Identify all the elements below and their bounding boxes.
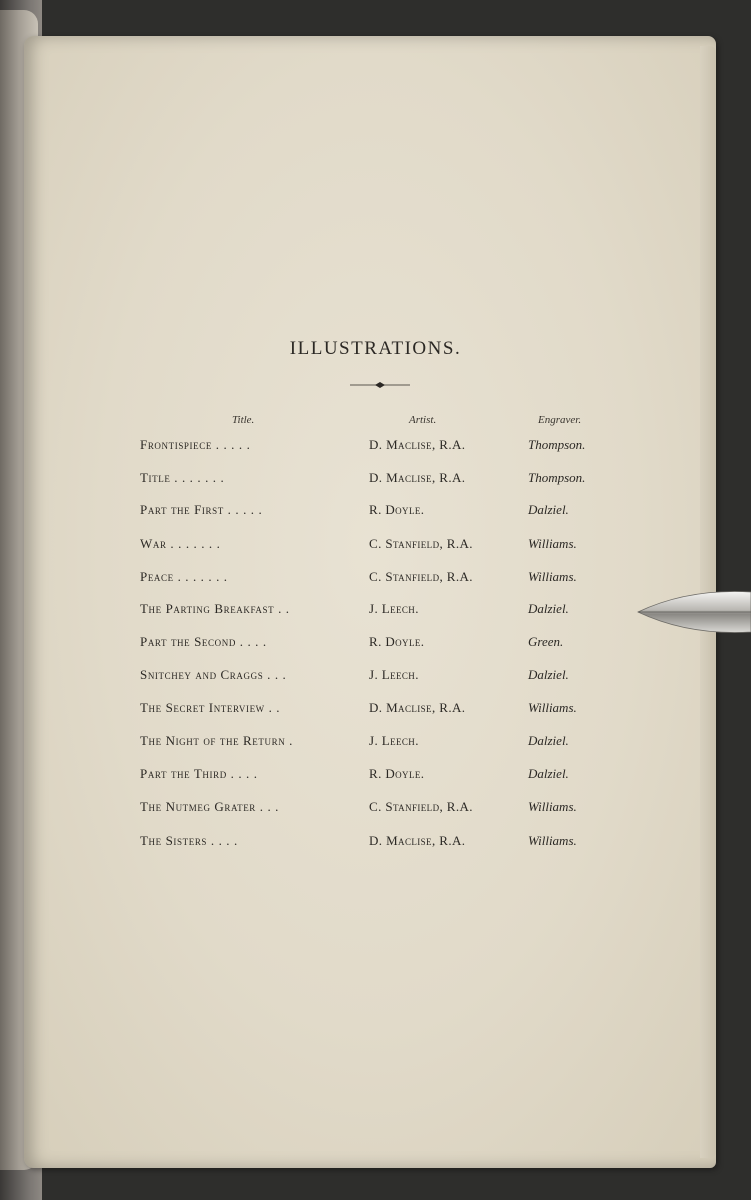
list-item (0, 700, 751, 720)
list-item (0, 536, 751, 556)
item-artist: D. Maclise, R.A. (369, 437, 466, 452)
item-engraver: Dalziel. (528, 667, 569, 682)
item-engraver: Williams. (528, 569, 577, 584)
item-artist: D. Maclise, R.A. (369, 470, 466, 485)
list-item (0, 437, 751, 457)
item-artist: J. Leech. (369, 667, 419, 682)
list-item (0, 502, 751, 522)
page-heading: ILLUSTRATIONS. (289, 338, 462, 359)
list-item (0, 766, 751, 786)
item-artist: R. Doyle. (369, 766, 425, 781)
column-header-title: Title. (232, 414, 255, 426)
list-item (0, 667, 751, 687)
column-header-artist: Artist. (409, 414, 437, 426)
list-item (0, 733, 751, 753)
item-title: The Secret Interview . . (140, 700, 281, 715)
item-title: Peace . . . . . . . (140, 569, 228, 584)
item-engraver: Williams. (528, 536, 577, 551)
item-artist: D. Maclise, R.A. (369, 700, 466, 715)
item-artist: R. Doyle. (369, 502, 425, 517)
item-title: Part the Second . . . . (140, 634, 267, 649)
item-title: The Night of the Return . (140, 733, 293, 748)
item-engraver: Dalziel. (528, 733, 569, 748)
item-engraver: Dalziel. (528, 766, 569, 781)
list-item (0, 833, 751, 853)
column-header-engraver: Engraver. (538, 414, 582, 426)
item-artist: C. Stanfield, R.A. (369, 799, 473, 814)
ornament-rule (350, 380, 410, 390)
item-title: Part the Third . . . . (140, 766, 258, 781)
item-artist: C. Stanfield, R.A. (369, 569, 473, 584)
item-title: Snitchey and Craggs . . . (140, 667, 287, 682)
item-title: Title . . . . . . . (140, 470, 225, 485)
item-engraver: Williams. (528, 833, 577, 848)
item-engraver: Thompson. (528, 470, 586, 485)
list-item (0, 799, 751, 819)
item-artist: C. Stanfield, R.A. (369, 536, 473, 551)
item-engraver: Dalziel. (528, 502, 569, 517)
item-title: Part the First . . . . . (140, 502, 263, 517)
item-artist: J. Leech. (369, 601, 419, 616)
item-title: The Sisters . . . . (140, 833, 238, 848)
item-title: The Parting Breakfast . . (140, 601, 290, 616)
item-title: The Nutmeg Grater . . . (140, 799, 280, 814)
item-engraver: Williams. (528, 799, 577, 814)
item-engraver: Thompson. (528, 437, 586, 452)
item-artist: D. Maclise, R.A. (369, 833, 466, 848)
item-artist: J. Leech. (369, 733, 419, 748)
item-title: Frontispiece . . . . . (140, 437, 251, 452)
item-engraver: Williams. (528, 700, 577, 715)
list-item (0, 470, 751, 490)
page-pointer-icon (636, 584, 751, 640)
item-engraver: Dalziel. (528, 601, 569, 616)
item-artist: R. Doyle. (369, 634, 425, 649)
item-title: War . . . . . . . (140, 536, 221, 551)
item-engraver: Green. (528, 634, 564, 649)
